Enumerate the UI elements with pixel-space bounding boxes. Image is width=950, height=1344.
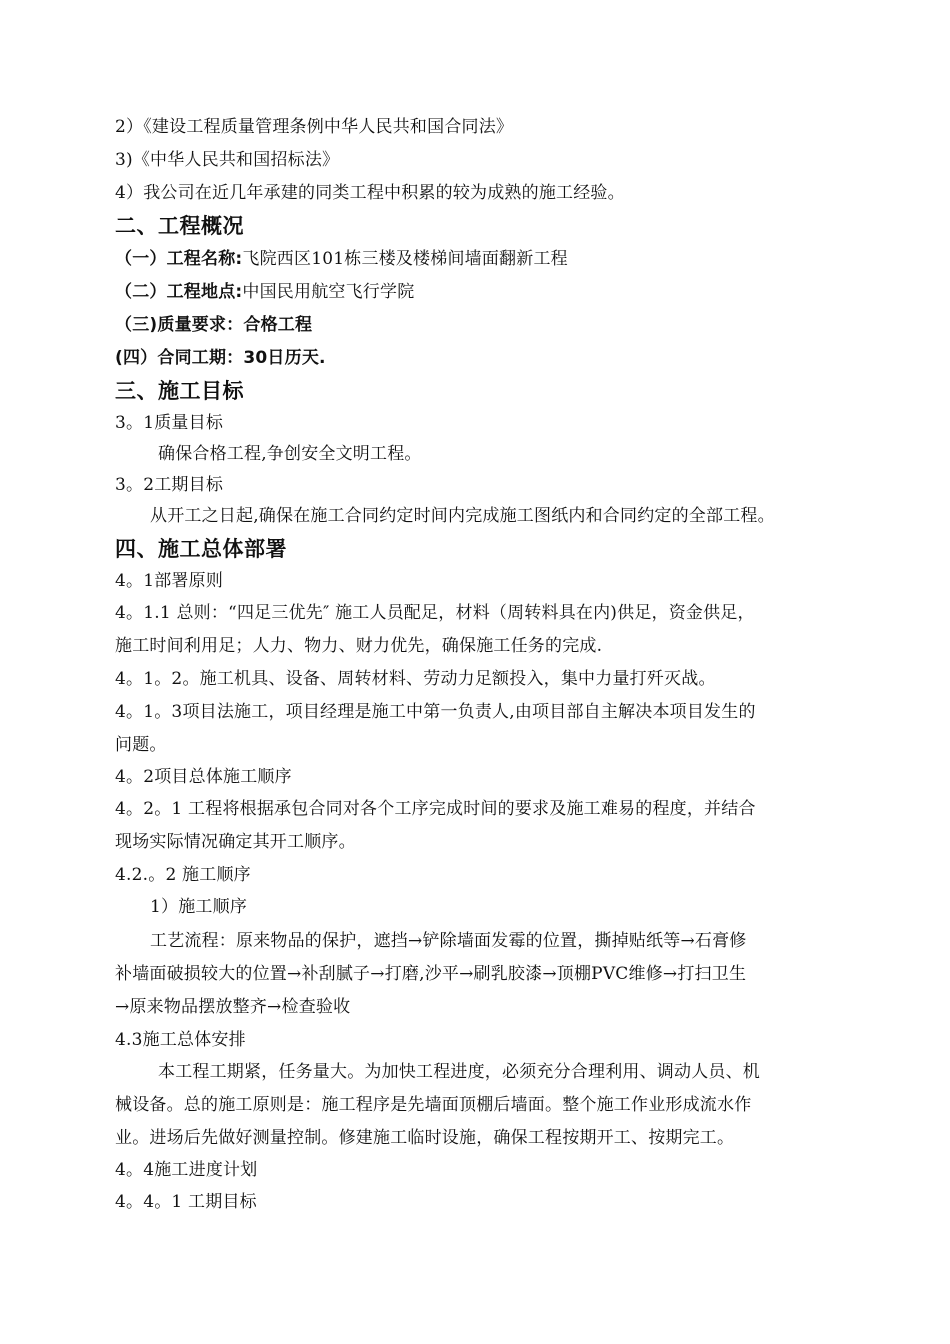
project-name-label: （一）工程名称: <box>115 249 243 269</box>
quality-goal-title: 3。1质量目标 <box>115 413 224 433</box>
para-4-1-3-line2: 问题。 <box>115 735 167 755</box>
para-4-4-1: 4。4。1 工期目标 <box>115 1192 257 1212</box>
schedule-goal-title: 3。2工期目标 <box>115 475 224 495</box>
para-4-3-line3: 业。进场后先做好测量控制。修建施工临时设施，确保工程按期开工、按期完工。 <box>115 1128 735 1148</box>
contract-period: (四）合同工期：30日历天. <box>115 348 326 368</box>
para-4-1-1-line2: 施工时间利用足；人力、物力、财力优先，确保施工任务的完成. <box>115 636 603 656</box>
para-4-3-line1: 本工程工期紧，任务量大。为加快工程进度，必须充分合理利用、调动人员、机 <box>158 1062 760 1082</box>
quality-requirement: （三)质量要求：合格工程 <box>115 315 313 335</box>
schedule-goal-text: 从开工之日起,确保在施工合同约定时间内完成施工图纸内和合同约定的全部工程。 <box>150 506 775 526</box>
para-4-2-2-sub1: 1）施工顺序 <box>150 897 248 917</box>
section-3-heading: 三、施工目标 <box>115 379 244 403</box>
para-4-3-line2: 械设备。总的施工原则是：施工程序是先墙面顶棚后墙面。整个施工作业形成流水作 <box>115 1095 752 1115</box>
para-4-3: 4.3施工总体安排 <box>115 1030 246 1050</box>
para-4-1-2: 4。1。2。施工机具、设备、周转材料、劳动力足额投入，集中力量打歼灭战。 <box>115 669 716 689</box>
basis-item-2: 2）《建设工程质量管理条例中华人民共和国合同法》 <box>115 117 514 137</box>
para-4-2-2: 4.2.。2 施工顺序 <box>115 865 251 885</box>
para-4-2: 4。2项目总体施工顺序 <box>115 767 292 787</box>
basis-item-3: 3)《中华人民共和国招标法》 <box>115 150 340 170</box>
para-4-4: 4。4施工进度计划 <box>115 1160 258 1180</box>
project-name-line <box>115 248 568 270</box>
section-2-heading: 二、工程概况 <box>115 214 244 238</box>
project-location-value: 中国民用航空飞行学院 <box>242 282 415 302</box>
process-flow-line1: 工艺流程：原来物品的保护，遮挡→铲除墙面发霉的位置，撕掉贴纸等→石膏修 <box>150 931 747 951</box>
project-location-label: （二）工程地点: <box>115 282 243 302</box>
process-flow-line2: 补墙面破损较大的位置→补刮腻子→打磨,沙平→刷乳胶漆→顶棚PVC维修→打扫卫生 <box>115 964 747 984</box>
para-4-1-1-line1: 4。1.1 总则：“四足三优先″ 施工人员配足，材料（周转料具在内)供足，资金供足， <box>115 603 755 623</box>
project-name-value: 飞院西区101栋三楼及楼梯间墙面翻新工程 <box>242 249 568 269</box>
process-flow-line3: →原来物品摆放整齐→检查验收 <box>115 997 351 1017</box>
para-4-2-1-line2: 现场实际情况确定其开工顺序。 <box>115 832 356 852</box>
para-4-2-1-line1: 4。2。1 工程将根据承包合同对各个工序完成时间的要求及施工难易的程度，并结合 <box>115 799 756 819</box>
para-4-1-3-line1: 4。1。3项目法施工，项目经理是施工中第一负责人,由项目部自主解决本项目发生的 <box>115 702 756 722</box>
project-location-line <box>115 281 414 303</box>
para-4-1: 4。1部署原则 <box>115 571 224 591</box>
section-4-heading: 四、施工总体部署 <box>115 537 287 561</box>
quality-goal-text: 确保合格工程,争创安全文明工程。 <box>158 444 422 464</box>
basis-item-4: 4）我公司在近几年承建的同类工程中积累的较为成熟的施工经验。 <box>115 183 625 203</box>
